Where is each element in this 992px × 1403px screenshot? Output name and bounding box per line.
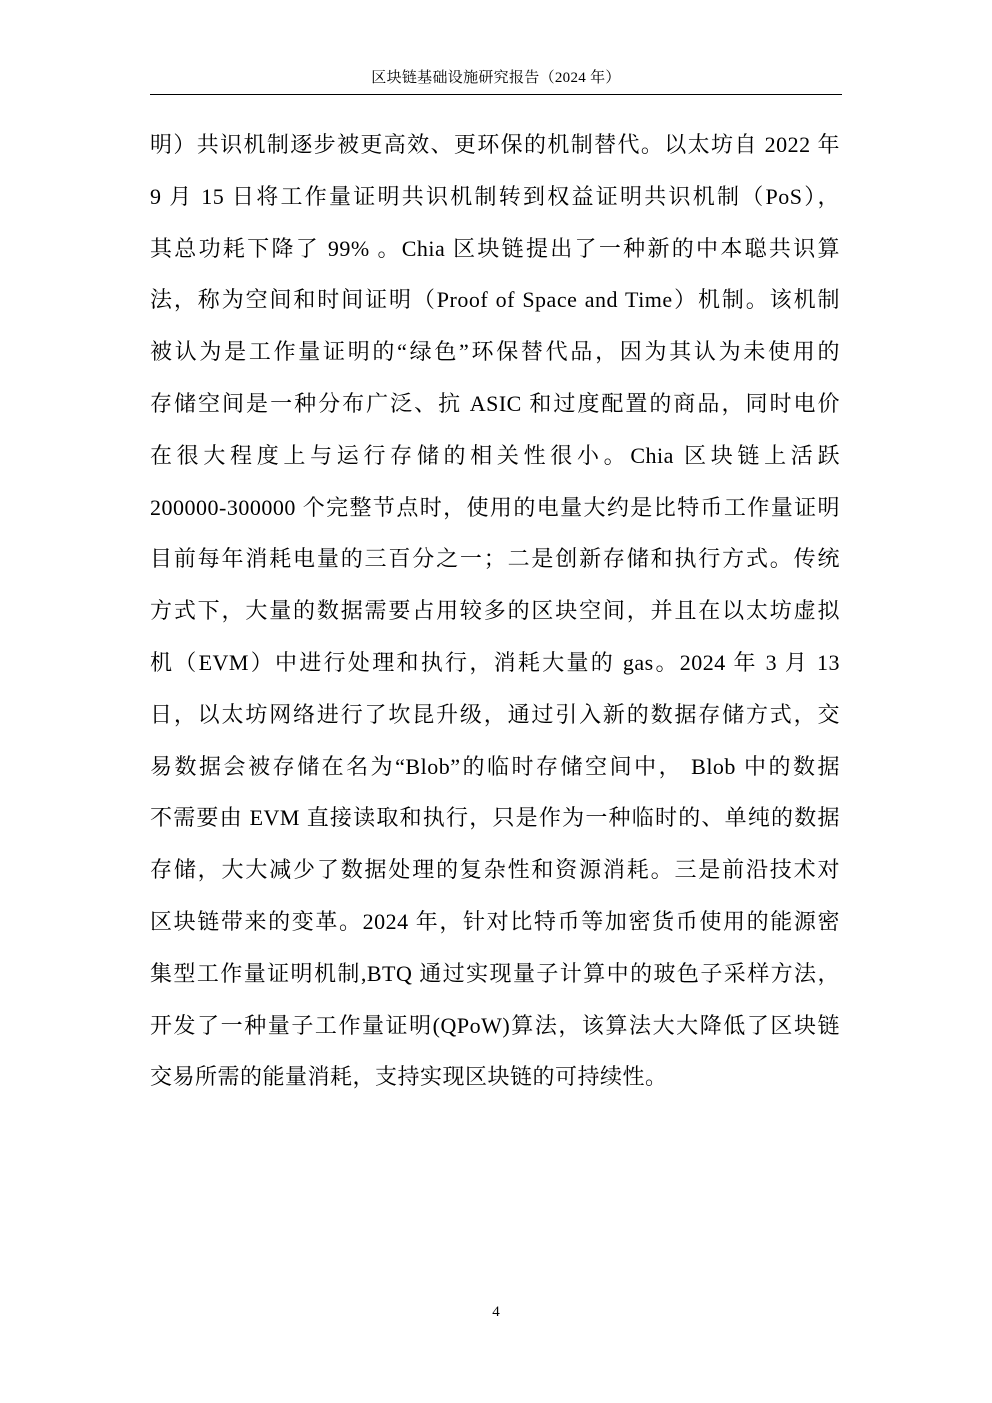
text-line: 不需要由 EVM 直接读取和执行，只是作为一种临时的、单纯的数据: [150, 805, 840, 831]
text-line: 目前每年消耗电量的三百分之一；二是创新存储和执行方式。传统: [150, 546, 840, 572]
text-line: 区块链带来的变革。2024 年，针对比特币等加密货币使用的能源密: [150, 908, 840, 934]
page-header: [150, 68, 842, 95]
text-line: 机（EVM）中进行处理和执行，消耗大量的 gas。2024 年 3 月 13: [150, 649, 840, 675]
text-line: 200000-300000 个完整节点时，使用的电量大约是比特币工作量证明: [150, 494, 840, 520]
text-line: 明）共识机制逐步被更高效、更环保的机制替代。以太坊自 2022 年: [150, 132, 840, 157]
text-line: 集型工作量证明机制,BTQ 通过实现量子计算中的玻色子采样方法，: [150, 960, 840, 986]
text-line: 法，称为空间和时间证明（Proof of Space and Time）机制。该机制: [150, 287, 840, 313]
text-line: 在很大程度上与运行存储的相关性很小。Chia 区块链上活跃: [150, 442, 840, 468]
text-line: 9 月 15 日将工作量证明共识机制转到权益证明共识机制（PoS），: [150, 183, 840, 209]
header-title: 区块链基础设施研究报告（2024 年）: [371, 70, 621, 86]
text-line: 日，以太坊网络进行了坎昆升级，通过引入新的数据存储方式，交: [150, 701, 840, 727]
text-line: 存储，大大减少了数据处理的复杂性和资源消耗。三是前沿技术对: [150, 857, 840, 883]
text-line: 方式下，大量的数据需要占用较多的区块空间，并且在以太坊虚拟: [150, 598, 840, 624]
body-paragraph: [150, 125, 840, 1109]
text-line-last: 交易所需的能量消耗，支持实现区块链的可持续性。: [150, 1064, 668, 1090]
text-line: 存储空间是一种分布广泛、抗 ASIC 和过度配置的商品，同时电价: [150, 390, 841, 416]
text-line: 其总功耗下降了 99% 。Chia 区块链提出了一种新的中本聪共识算: [150, 235, 840, 261]
text-line: 开发了一种量子工作量证明(QPoW)算法，该算法大大降低了区块链: [150, 1012, 840, 1038]
page-number: 4: [492, 1304, 500, 1320]
text-line: 易数据会被存储在名为“Blob”的临时存储空间中， Blob 中的数据: [150, 753, 840, 779]
text-line: 被认为是工作量证明的“绿色”环保替代品，因为其认为未使用的: [150, 339, 840, 365]
